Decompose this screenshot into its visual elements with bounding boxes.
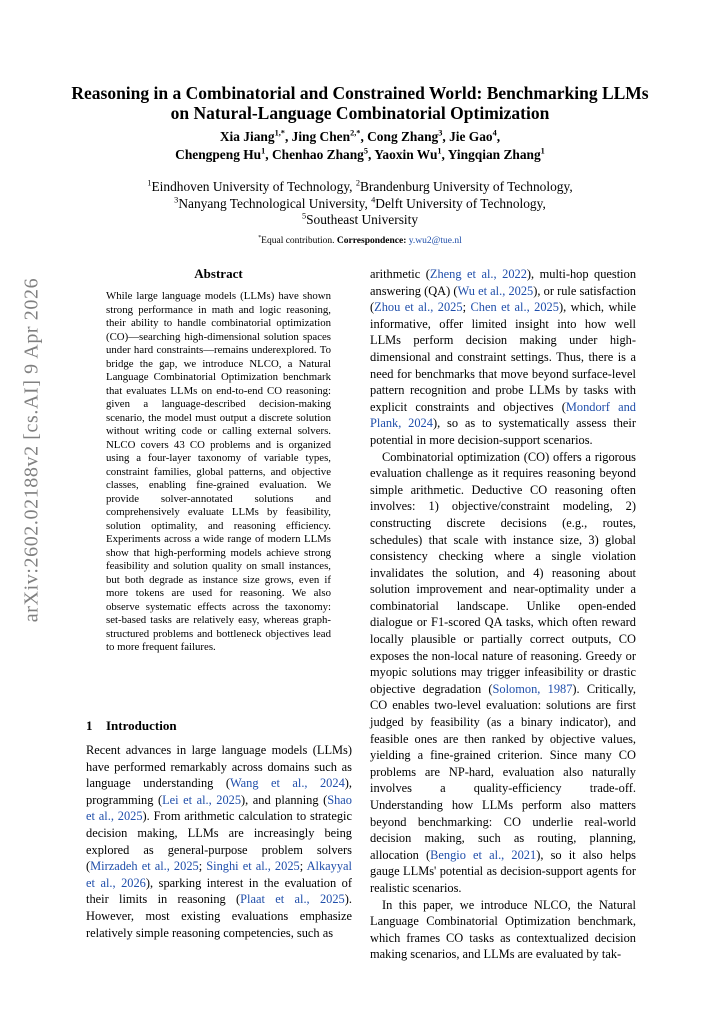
citation-link[interactable]: Solomon, 1987	[492, 681, 573, 696]
arxiv-id-text: arXiv:2602.02188v2 [cs.AI] 9 Apr 2026	[20, 277, 43, 623]
author-affiliation-marker: 1	[261, 146, 266, 156]
author-name: Chengpeng Hu	[175, 147, 262, 162]
author-line-1: Xia Jiang$^{1,*}$, Jing Chen$^{2,*}$, Cong Zhang$^3$, Jie Gao$^4$,	[219, 128, 501, 144]
author-affiliation-marker: 5	[363, 146, 369, 156]
abstract-body: While large language models (LLMs) have shown strong performance in math and logic reasoning, their ability to handle combinatorial optimization (CO)—searching high-dimensional solution spaces under hard constraints—remains underexplored. To bridge the gap, we introduce NLCO, a Natural Language Combinatorial Optimization benchmark that evaluates LLMs on end-to-end CO reasoning: given a language-described decision-making scenario, the model must output a discrete solution without writing code or calling external solvers. NLCO covers 43 CO problems and is organized using a four-layer taxonomy of variable types, constraint families, global patterns, and objective classes, enabling fine-grained evaluation. We provide solver-annotated solutions and comprehensively evaluate LLMs by feasibility, solution optimality, and reasoning efficiency. Experiments across a wide range of modern LLMs show that high-performing models achieve strong feasibility and solution quality on small instances, but both degrade as instance size grows, even if more tokens are used for reasoning. We also observe systematic effects across the taxonomy: set-based tasks are relatively easy, whereas graph-structured problems and bottleneck objectives lead to more frequent failures.	[106, 290, 331, 653]
author-affiliation-marker: 1	[540, 146, 545, 156]
section-number: 1	[86, 718, 93, 733]
author-affiliation-marker: 3	[438, 128, 443, 138]
contribution-note: *Equal contribution. Correspondence: y.wu2@tue.nl	[258, 234, 462, 246]
affiliations	[60, 179, 660, 229]
citation-link[interactable]: Singhi et al., 2025	[206, 859, 300, 874]
section-heading	[86, 718, 356, 734]
author-affiliation-marker: 2,*	[350, 128, 361, 138]
citation-link[interactable]: Zheng et al., 2022	[429, 267, 527, 281]
affiliation-line-2: $^3$Nanyang Technological University, $^4$Delft University of Technology,	[174, 195, 546, 211]
introduction-left-column	[86, 742, 352, 941]
author-name: Jing Chen	[291, 129, 351, 144]
citation-link[interactable]: Plaat et al., 2025	[240, 892, 345, 907]
citation-link[interactable]: Zhou et al., 2025	[374, 300, 463, 315]
citation-link[interactable]: Alkayyal et al., 2026	[86, 859, 352, 890]
abstract-heading: Abstract	[194, 266, 243, 281]
citation-link[interactable]: Chen et al., 2025	[470, 300, 559, 315]
citation-link[interactable]: Lei et al., 2025	[162, 792, 242, 807]
introduction-right-column	[370, 266, 636, 963]
author-affiliation-marker: 1	[437, 146, 442, 156]
citation-link[interactable]: Shao et al., 2025	[86, 792, 352, 824]
intro-paragraph-1: Recent advances in large language models (LLMs) have performed remarkably across domains such as language understanding (Wang et al., 2024), programming (Lei et al., 2025), and planning (Shao et al., 2025). From arithmetic calculation to strategic decision making, LLMs are increasingly being explored as general-purpose problem solvers (Mirzadeh et al., 2025; Singhi et al., 2025; Alkayyal et al., 2026), sparking interest in the evaluation of their limits in reasoning (Plaat et al., 2025). However, most existing evaluations emphasize relatively simple reasoning competencies, such as	[86, 743, 353, 940]
correspondence-email-link[interactable]: y.wu2@tue.nl	[408, 236, 462, 246]
author-affiliation-marker: 1,*	[274, 128, 285, 138]
intro-paragraph-1-continued: arithmetic (Zheng et al., 2022), multi-hop question answering (QA) (Wu et al., 2025), or rule satisfaction (Zhou et al., 2025; Chen et al., 2025), which, while informative, offer limited insight into how well LLMs perform decision making under high-dimensional and constraint settings. Thus, there is a need for benchmarks that move beyond surface-level pattern recognition and probe LLMs by tasks with explicit constraints and objectives (Mondorf and Plank, 2024), so as to systematically assess their potential in more decision-support scenarios.	[370, 267, 637, 447]
author-name: Xia Jiang	[219, 129, 275, 144]
author-name: Jie Gao	[449, 129, 493, 144]
author-name: Cong Zhang	[367, 129, 439, 144]
section-title: Introduction	[106, 718, 177, 733]
affiliation-line-1: $^1$Eindhoven University of Technology, $^2$Brandenburg University of Technology,	[147, 178, 573, 194]
arxiv-identifier-stamp	[12, 190, 52, 710]
author-name: Chenhao Zhang	[271, 147, 364, 162]
author-list	[60, 128, 660, 164]
citation-link[interactable]: Mirzadeh et al., 2025	[90, 859, 199, 874]
citation-link[interactable]: Bengio et al., 2021	[430, 847, 537, 862]
affiliation-line-3: $^5$Southeast University	[301, 211, 419, 227]
author-affiliation-marker: 4	[492, 128, 497, 138]
author-name: Yingqian Zhang	[447, 147, 541, 162]
paper-title: Reasoning in a Combinatorial and Constrained World: Benchmarking LLMs on Natural-Language Combinatorial Optimization	[71, 83, 649, 123]
intro-paragraph-3: In this paper, we introduce NLCO, the Natural Language Combinatorial Optimization benchmark, which frames CO tasks as contextualized decision making scenarios, and LLMs are evaluated by tak-	[370, 897, 636, 962]
citation-link[interactable]: Wang et al., 2024	[229, 776, 345, 791]
author-line-2: Chengpeng Hu$^1$, Chenhao Zhang$^5$, Yaoxin Wu$^1$, Yingqian Zhang$^1$	[175, 146, 545, 162]
citation-link[interactable]: Mondorf and Plank, 2024	[370, 399, 636, 431]
intro-paragraph-2: Combinatorial optimization (CO) offers a rigorous evaluation challenge as it requires reasoning beyond simple arithmetic. Deductive CO reasoning often involves: 1) objective/constraint modeling, 2) constructing discrete decisions (e.g., routes, schedules) that scale with instance size, 3) global consistency checking where a single violation invalidates the solution, and 4) reasoning about solution improvement and near-optimality under a combinatorial landscape. Unlike open-ended dialogue or F1-scored QA tasks, which often reward locally plausible or partially correct outputs, CO exposes the non-local nature of reasoning. Greedy or myopic solutions may trigger infeasibility or drastic objective degradation (Solomon, 1987). Critically, CO enables two-level evaluation: solutions are first judged by feasibility (as a binary indicator), and feasible ones are then ranked by objective values, yielding a fine-grained criterion. Since many CO problems are NP-hard, evaluation also naturally involves a quality-efficiency trade-off. Understanding how LLMs perform also matters beyond benchmarking: CO underlie real-world decision making, such as routing, planning, allocation (Bengio et al., 2021), so it also helps gauge LLMs' potential as decision-support agents for realistic scenarios.	[370, 449, 636, 895]
citation-link[interactable]: Wu et al., 2025	[457, 283, 534, 298]
correspondence-label: Correspondence:	[336, 236, 407, 246]
author-name: Yaoxin Wu	[374, 147, 438, 162]
